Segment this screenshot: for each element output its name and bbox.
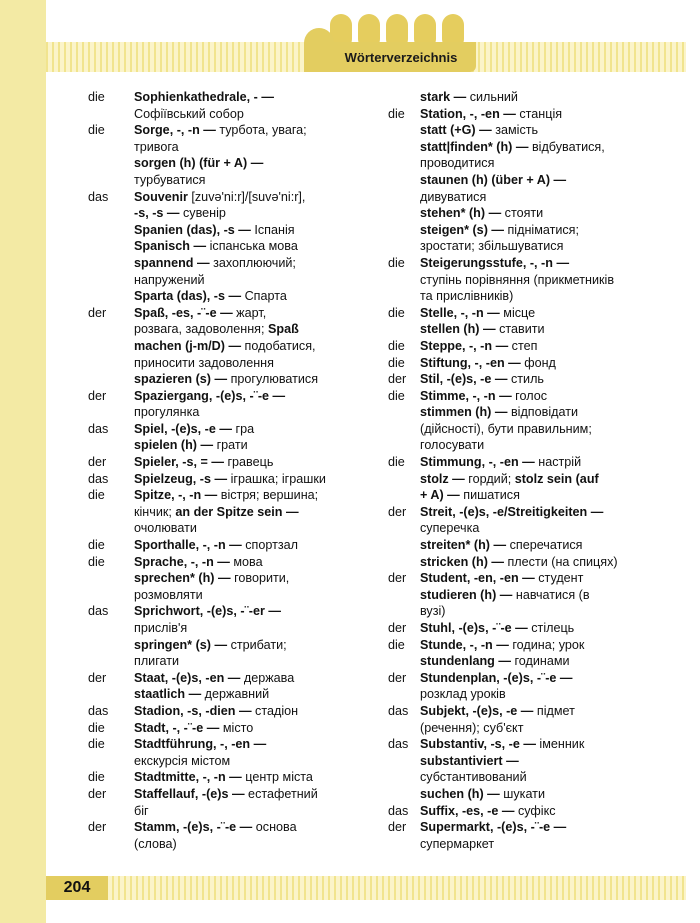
entry-line	[388, 454, 668, 471]
entry-text: Staat, -(e)s, -en — держава	[134, 670, 295, 685]
entry-line	[388, 205, 668, 222]
entry-text: та прислівників)	[420, 289, 514, 304]
entry-text: substantiviert —	[420, 753, 519, 768]
entry-line	[88, 404, 368, 421]
entry-line	[388, 753, 668, 770]
entry-text: дивуватися	[420, 189, 487, 204]
footer-band	[46, 876, 686, 900]
entry-text: Stadion, -s, -dien — стадіон	[134, 703, 299, 718]
entry-line	[388, 272, 668, 289]
entry-line	[88, 703, 368, 720]
entry-line	[388, 321, 668, 338]
entry-line	[88, 338, 368, 355]
article: der	[388, 670, 407, 685]
entry-text: Stimmung, -, -en — настрій	[420, 455, 582, 470]
article: die	[88, 554, 105, 569]
entry-text: плигати	[134, 654, 180, 669]
entry-line	[388, 305, 668, 322]
entry-line	[388, 720, 668, 737]
entry-line	[388, 388, 668, 405]
entry-line	[388, 819, 668, 836]
entry-text: Stuhl, -(e)s, -¨-e — стілець	[420, 621, 575, 635]
entry-line	[88, 620, 368, 637]
entry-line	[88, 205, 368, 222]
right-column	[388, 89, 668, 852]
entry-text: прислів'я	[134, 621, 188, 635]
entry-text: розклад уроків	[420, 687, 506, 702]
article: das	[388, 703, 409, 718]
entry-line	[88, 222, 368, 239]
entry-line	[388, 122, 668, 139]
article: die	[88, 538, 105, 553]
entry-line	[88, 736, 368, 753]
entry-text: stellen (h) — ставити	[420, 322, 545, 337]
entry-text: + A) — пишатися	[420, 488, 520, 503]
entry-text: Sprache, -, -n — мова	[134, 554, 263, 569]
entry-text: очолювати	[134, 521, 197, 536]
entry-text: Stadtführung, -, -en —	[134, 737, 267, 752]
entry-text: Spanisch — іспанська мова	[134, 239, 298, 254]
entry-line	[388, 587, 668, 604]
entry-text: супермаркет	[420, 836, 495, 851]
entry-line	[88, 487, 368, 504]
entry-line	[88, 520, 368, 537]
entry-line	[388, 288, 668, 305]
entry-line	[388, 703, 668, 720]
entry-text: studieren (h) — навчатися (в	[420, 587, 590, 602]
entry-line	[388, 106, 668, 123]
entry-line	[88, 686, 368, 703]
entry-text: (дійсності), бути правильним;	[420, 421, 592, 436]
entry-line	[88, 769, 368, 786]
entry-text: турбуватися	[134, 172, 206, 187]
entry-line	[388, 255, 668, 272]
entry-text: Souvenir [zuvə'ni:r]/[suvə'ni:r],	[134, 189, 306, 204]
entry-line	[388, 637, 668, 654]
entry-text: sorgen (h) (für + A) —	[134, 156, 264, 171]
entry-text: кінчик; an der Spitze sein —	[134, 504, 299, 519]
entry-text: Supermarkt, -(e)s, -¨-e —	[420, 820, 567, 835]
entry-text: Stadt, -, -¨-e — місто	[134, 720, 254, 735]
entry-text: Sorge, -, -n — турбота, увага;	[134, 123, 307, 138]
article: der	[388, 820, 407, 835]
section-title: Wörterverzeichnis	[344, 49, 458, 65]
entry-line	[88, 803, 368, 820]
article: der	[88, 670, 107, 685]
entry-line	[88, 139, 368, 156]
entry-text: suchen (h) — шукати	[420, 786, 545, 801]
entry-text: statt (+G) — замість	[420, 123, 539, 138]
entry-line	[388, 189, 668, 206]
entry-text: прогулянка	[134, 405, 200, 420]
entry-text: (слова)	[134, 836, 177, 851]
entry-line	[388, 89, 668, 106]
article: der	[88, 305, 107, 320]
entry-text: Steigerungsstufe, -, -n —	[420, 255, 570, 270]
entry-text: (речення); суб'єкт	[420, 720, 524, 735]
entry-text: Steppe, -, -n — степ	[420, 338, 538, 353]
entry-text: суперечка	[420, 521, 480, 536]
entry-text: Stunde, -, -n — година; урок	[420, 637, 585, 652]
entry-text: Staffellauf, -(e)s — естафетний	[134, 786, 318, 801]
entry-text: staunen (h) (über + A) —	[420, 172, 567, 187]
article: die	[388, 355, 405, 370]
entry-line	[88, 786, 368, 803]
entry-text: екскурсія містом	[134, 753, 231, 768]
entry-text: розмовляти	[134, 587, 203, 602]
entry-text: біг	[134, 803, 149, 818]
entry-text: Spitze, -, -n — вістря; вершина;	[134, 488, 319, 503]
entry-line	[388, 238, 668, 255]
entry-line	[388, 155, 668, 172]
entry-line	[388, 554, 668, 571]
entry-text: Streit, -(e)s, -e/Streitigkeiten —	[420, 504, 604, 519]
article: die	[88, 720, 105, 735]
article: das	[88, 421, 109, 436]
entry-text: stolz — гордий; stolz sein (auf	[420, 471, 599, 486]
entry-line	[388, 338, 668, 355]
entry-text: Sprichwort, -(e)s, -¨-er —	[134, 604, 281, 619]
entry-text: Suffix, -es, -e — суфікс	[420, 803, 556, 818]
entry-line	[88, 189, 368, 206]
entry-line	[388, 371, 668, 388]
entry-line	[388, 653, 668, 670]
entry-line	[88, 371, 368, 388]
side-decoration-strip	[0, 0, 46, 923]
article: der	[388, 621, 407, 635]
left-column	[88, 89, 368, 852]
entry-text: Софіївський собор	[134, 106, 244, 121]
entry-text: stricken (h) — плести (на спицях)	[420, 554, 618, 569]
entry-line	[388, 836, 668, 853]
entry-line	[388, 421, 668, 438]
article: der	[88, 820, 107, 835]
entry-text: голосувати	[420, 438, 485, 453]
article: die	[88, 737, 105, 752]
entry-line	[388, 172, 668, 189]
entry-line	[388, 437, 668, 454]
entry-line	[388, 471, 668, 488]
entry-text: Spaziergang, -(e)s, -¨-e —	[134, 388, 286, 403]
entry-line	[88, 421, 368, 438]
entry-text: Station, -, -en — станція	[420, 106, 563, 121]
section-title-box	[326, 42, 476, 72]
entry-text: Sophienkathedrale, - —	[134, 90, 274, 104]
entry-line	[88, 819, 368, 836]
entry-line	[388, 786, 668, 803]
entry-line	[388, 769, 668, 786]
entry-text: statt|finden* (h) — відбуватися,	[420, 139, 605, 154]
entry-text: напружений	[134, 272, 205, 287]
entry-line	[88, 603, 368, 620]
entry-text: зростати; збільшуватися	[420, 239, 564, 254]
entry-line	[88, 106, 368, 123]
entry-text: steigen* (s) — підніматися;	[420, 222, 580, 237]
article: das	[88, 471, 109, 486]
entry-line	[88, 554, 368, 571]
article: das	[88, 604, 109, 619]
entry-line	[388, 570, 668, 587]
article: die	[388, 388, 405, 403]
entry-line	[88, 321, 368, 338]
entry-text: Stiftung, -, -en — фонд	[420, 355, 556, 370]
entry-line	[88, 305, 368, 322]
entry-line	[88, 471, 368, 488]
entry-text: Subjekt, -(e)s, -e — підмет	[420, 703, 575, 718]
article: die	[88, 90, 105, 104]
entry-text: Stimme, -, -n — голос	[420, 388, 548, 403]
article: der	[88, 455, 107, 470]
article: die	[388, 338, 405, 353]
entry-text: розвага, задоволення; Spaß	[134, 322, 299, 337]
entry-text: springen* (s) — стрибати;	[134, 637, 287, 652]
entry-line	[88, 504, 368, 521]
entry-text: тривога	[134, 139, 179, 154]
entry-text: Spieler, -s, = — гравець	[134, 455, 274, 470]
article: die	[388, 455, 405, 470]
entry-line	[88, 388, 368, 405]
entry-line	[88, 836, 368, 853]
article: das	[88, 703, 109, 718]
entry-text: staatlich — державний	[134, 687, 270, 702]
entry-line	[388, 222, 668, 239]
article: der	[88, 786, 107, 801]
entry-text: Stil, -(e)s, -e — стиль	[420, 372, 544, 387]
entry-text: вузі)	[420, 604, 446, 619]
article: die	[88, 770, 105, 785]
entry-line	[88, 720, 368, 737]
article: der	[388, 571, 407, 586]
entry-line	[388, 686, 668, 703]
entry-text: spazieren (s) — прогулюватися	[134, 372, 319, 387]
entry-text: streiten* (h) — сперечатися	[420, 538, 583, 553]
article: der	[388, 372, 407, 387]
entry-line	[88, 288, 368, 305]
entry-text: Student, -en, -en — студент	[420, 571, 584, 586]
entry-line	[88, 122, 368, 139]
entry-line	[388, 537, 668, 554]
entry-line	[388, 487, 668, 504]
entry-text: sprechen* (h) — говорити,	[134, 571, 290, 586]
entry-line	[388, 620, 668, 637]
entry-text: Spielzeug, -s — іграшка; іграшки	[134, 471, 326, 486]
entry-line	[388, 603, 668, 620]
article: die	[88, 123, 105, 138]
article: die	[388, 255, 405, 270]
entry-text: Spanien (das), -s — Іспанія	[134, 222, 295, 237]
article: die	[388, 106, 405, 121]
entry-line	[388, 404, 668, 421]
entry-line	[88, 272, 368, 289]
entry-line	[88, 570, 368, 587]
entry-text: проводитися	[420, 156, 495, 171]
entry-line	[388, 139, 668, 156]
entry-text: Substantiv, -s, -e — іменник	[420, 737, 585, 752]
entry-text: ступінь порівняння (прикметників	[420, 272, 615, 287]
entry-text: machen (j-m/D) — подобатися,	[134, 338, 316, 353]
entry-text: субстантивований	[420, 770, 527, 785]
article: die	[388, 305, 405, 320]
entry-line	[88, 437, 368, 454]
article: die	[388, 637, 405, 652]
dictionary-content	[88, 89, 658, 869]
entry-text: spannend — захоплюючий;	[134, 255, 296, 270]
article: das	[388, 803, 409, 818]
entry-line	[88, 587, 368, 604]
entry-line	[388, 803, 668, 820]
entry-line	[88, 454, 368, 471]
entry-line	[88, 155, 368, 172]
entry-text: Stamm, -(e)s, -¨-e — основа	[134, 820, 297, 835]
article: die	[88, 488, 105, 503]
entry-text: -s, -s — сувенір	[134, 206, 226, 221]
entry-text: Spaß, -es, -¨-e — жарт,	[134, 305, 267, 320]
entry-text: Spiel, -(e)s, -e — гра	[134, 421, 255, 436]
entry-line	[88, 537, 368, 554]
article: das	[88, 189, 109, 204]
entry-line	[88, 89, 368, 106]
entry-line	[388, 504, 668, 521]
page-number: 204	[46, 876, 108, 900]
entry-text: spielen (h) — грати	[134, 438, 248, 453]
entry-line	[388, 736, 668, 753]
entry-line	[388, 670, 668, 687]
entry-line	[88, 355, 368, 372]
entry-text: stehen* (h) — стояти	[420, 206, 544, 221]
entry-line	[388, 520, 668, 537]
entry-line	[88, 670, 368, 687]
entry-line	[88, 637, 368, 654]
entry-line	[88, 238, 368, 255]
entry-text: stark — сильний	[420, 90, 518, 104]
entry-line	[388, 355, 668, 372]
entry-text: stundenlang — годинами	[420, 654, 570, 669]
entry-text: Stundenplan, -(e)s, -¨-e —	[420, 670, 573, 685]
entry-line	[88, 255, 368, 272]
entry-text: Sporthalle, -, -n — спортзал	[134, 538, 298, 553]
entry-text: stimmen (h) — відповідати	[420, 405, 578, 420]
entry-line	[88, 172, 368, 189]
entry-line	[88, 653, 368, 670]
article: das	[388, 737, 409, 752]
entry-text: Stelle, -, -n — місце	[420, 305, 536, 320]
entry-text: приносити задоволення	[134, 355, 274, 370]
entry-text: Stadtmitte, -, -n — центр міста	[134, 770, 313, 785]
article: der	[388, 504, 407, 519]
entry-text: Sparta (das), -s — Спарта	[134, 289, 287, 304]
entry-line	[88, 753, 368, 770]
article: der	[88, 388, 107, 403]
